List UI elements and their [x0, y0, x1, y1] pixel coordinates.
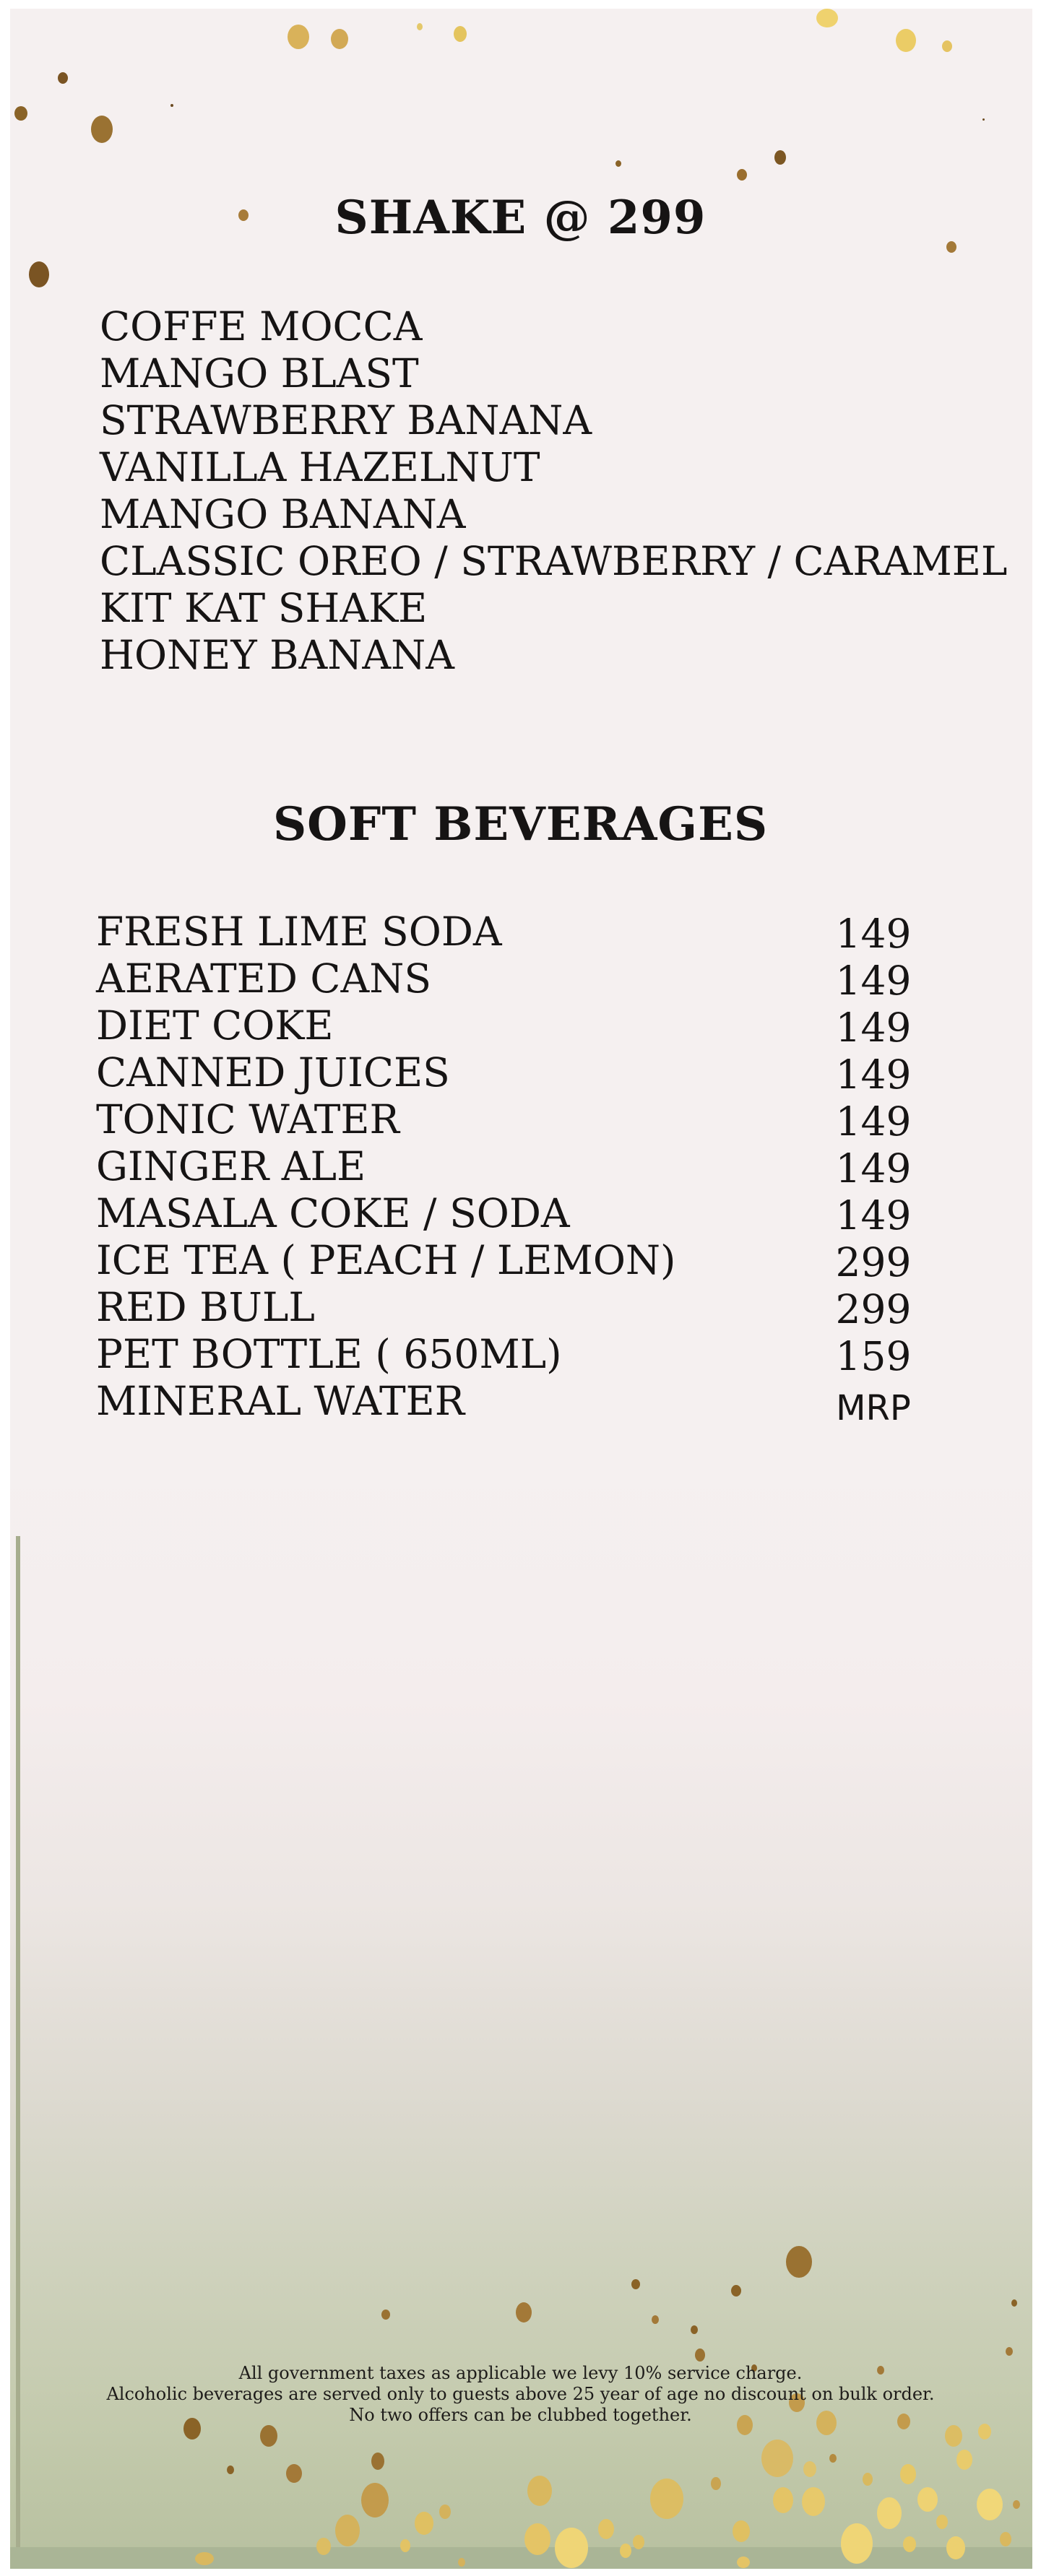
- beverage-price: 149: [835, 1192, 912, 1239]
- beverage-name: GINGER ALE: [96, 1143, 366, 1189]
- beverage-name: PET BOTTLE ( 650ML): [96, 1331, 562, 1377]
- gold-dot: [91, 116, 113, 143]
- gold-dot: [841, 2523, 873, 2564]
- gold-dot: [691, 2325, 698, 2334]
- gold-dot: [633, 2535, 644, 2549]
- shake-item-list: [100, 303, 1007, 679]
- gold-dot: [903, 2536, 916, 2552]
- gold-dot: [288, 25, 309, 49]
- beverage-price: 149: [835, 1098, 912, 1145]
- gold-dot: [1000, 2532, 1011, 2546]
- gold-dot: [381, 2310, 390, 2320]
- gold-dot: [14, 106, 27, 121]
- gold-dot: [731, 2285, 741, 2297]
- shake-item: STRAWBERRY BANANA: [100, 397, 592, 443]
- gold-dot: [802, 2487, 825, 2516]
- gold-dot: [737, 2557, 750, 2568]
- gold-dot: [417, 23, 423, 30]
- beverage-item: [96, 1331, 920, 1378]
- gold-dot: [650, 2479, 683, 2519]
- gold-dot: [786, 2246, 812, 2278]
- beverage-item: [96, 1143, 920, 1190]
- gold-dot: [260, 2425, 277, 2447]
- gold-dot: [527, 2476, 552, 2506]
- beverage-item: [96, 1378, 920, 1428]
- gold-dot: [737, 169, 747, 181]
- gold-dot: [816, 9, 838, 27]
- beverage-price: 149: [835, 958, 912, 1004]
- beverage-price: 149: [835, 1005, 912, 1051]
- gold-dot: [516, 2302, 532, 2323]
- gold-dot: [227, 2466, 234, 2474]
- gold-dot: [977, 2489, 1003, 2520]
- shake-section-title: SHAKE @ 299: [334, 191, 707, 245]
- gold-dot: [774, 150, 786, 165]
- gold-dot: [286, 2464, 302, 2483]
- gold-dot: [1006, 2347, 1013, 2356]
- footer-line-offers: No two offers can be clubbed together.: [349, 2405, 692, 2425]
- beverage-item: [96, 1096, 920, 1143]
- gold-dot: [371, 2453, 384, 2470]
- gold-dot: [170, 104, 173, 107]
- shake-item: CLASSIC OREO / STRAWBERRY / CARAMEL: [100, 538, 1008, 584]
- gold-dot: [945, 2425, 962, 2447]
- gold-dot: [896, 29, 916, 52]
- beverage-price: 149: [835, 1145, 912, 1192]
- beverage-item: [96, 908, 920, 955]
- gold-dot: [877, 2497, 902, 2529]
- gold-dot: [1013, 2500, 1020, 2509]
- gold-dot: [335, 2515, 360, 2546]
- shake-item: MANGO BLAST: [100, 350, 419, 396]
- gold-dot: [615, 160, 621, 167]
- footer-line-taxes: All government taxes as applicable we levy 10% service charge.: [238, 2363, 803, 2383]
- beverage-item: [96, 1237, 920, 1284]
- beverage-price: 299: [835, 1239, 912, 1285]
- gold-dot: [331, 29, 348, 49]
- beverage-item: [96, 1190, 920, 1237]
- gold-dot: [863, 2473, 873, 2486]
- gold-dot: [803, 2461, 816, 2477]
- beverage-price: 159: [835, 1333, 912, 1379]
- gold-dot: [982, 118, 985, 121]
- shake-item: KIT KAT SHAKE: [100, 585, 428, 631]
- gold-dot: [695, 2349, 705, 2362]
- gold-dot: [1011, 2299, 1017, 2307]
- gold-dot: [415, 2512, 433, 2535]
- gold-dot: [195, 2552, 214, 2565]
- gold-dot: [598, 2519, 614, 2539]
- gold-dot: [956, 2450, 972, 2470]
- beverage-price: 299: [835, 1286, 912, 1332]
- beverage-name: RED BULL: [96, 1284, 315, 1330]
- gold-dot: [58, 72, 68, 84]
- beverage-name: MASALA COKE / SODA: [96, 1190, 570, 1236]
- beverage-name: CANNED JUICES: [96, 1049, 450, 1096]
- footer-line-alcohol: Alcoholic beverages are served only to guests above 25 year of age no discount on bulk order.: [106, 2384, 935, 2404]
- gold-dot: [454, 26, 467, 42]
- beverage-price: 149: [835, 1051, 912, 1098]
- beverage-name: MINERAL WATER: [96, 1378, 465, 1424]
- shake-item: COFFE MOCCA: [100, 303, 423, 350]
- gold-dot: [29, 261, 49, 287]
- beverage-item: [96, 955, 920, 1002]
- gold-dot: [733, 2520, 750, 2542]
- shake-item: MANGO BANANA: [100, 491, 466, 537]
- gold-dot: [946, 2536, 965, 2559]
- bottom-band: [10, 2547, 1032, 2569]
- beverage-name: AERATED CANS: [96, 955, 432, 1002]
- gold-dot: [652, 2315, 659, 2324]
- beverage-name: ICE TEA ( PEACH / LEMON): [96, 1237, 676, 1283]
- gold-dot: [978, 2424, 991, 2440]
- beverage-name: FRESH LIME SODA: [96, 908, 502, 955]
- beverage-item: [96, 1284, 920, 1331]
- shake-item: VANILLA HAZELNUT: [100, 444, 540, 490]
- beverage-name: TONIC WATER: [96, 1096, 399, 1142]
- beverage-name: DIET COKE: [96, 1002, 334, 1049]
- gold-dot: [761, 2440, 793, 2477]
- gold-dot: [316, 2538, 331, 2555]
- gold-dot: [829, 2454, 837, 2463]
- gold-dot: [631, 2279, 640, 2289]
- gold-dot: [620, 2544, 631, 2558]
- gold-dot: [400, 2539, 410, 2552]
- gold-dot: [711, 2477, 721, 2490]
- gold-dot: [936, 2515, 948, 2529]
- gold-dot: [555, 2528, 588, 2568]
- gold-dot: [917, 2487, 938, 2512]
- gold-dot: [458, 2558, 465, 2567]
- gold-dot: [524, 2523, 550, 2555]
- footer-notice: [0, 2363, 1041, 2426]
- beverage-item: [96, 1002, 920, 1049]
- beverage-price: 149: [835, 911, 912, 957]
- gold-dot: [361, 2483, 389, 2518]
- gold-dot: [439, 2505, 451, 2519]
- shake-item: HONEY BANANA: [100, 632, 454, 678]
- beverage-price: MRP: [836, 1388, 911, 1428]
- beverage-item: [96, 1049, 920, 1096]
- gold-dot: [773, 2487, 793, 2513]
- gold-dot: [900, 2464, 916, 2484]
- beverage-item-list: [96, 908, 920, 1428]
- gold-dot: [942, 40, 952, 52]
- soft-beverages-title: SOFT BEVERAGES: [272, 797, 769, 851]
